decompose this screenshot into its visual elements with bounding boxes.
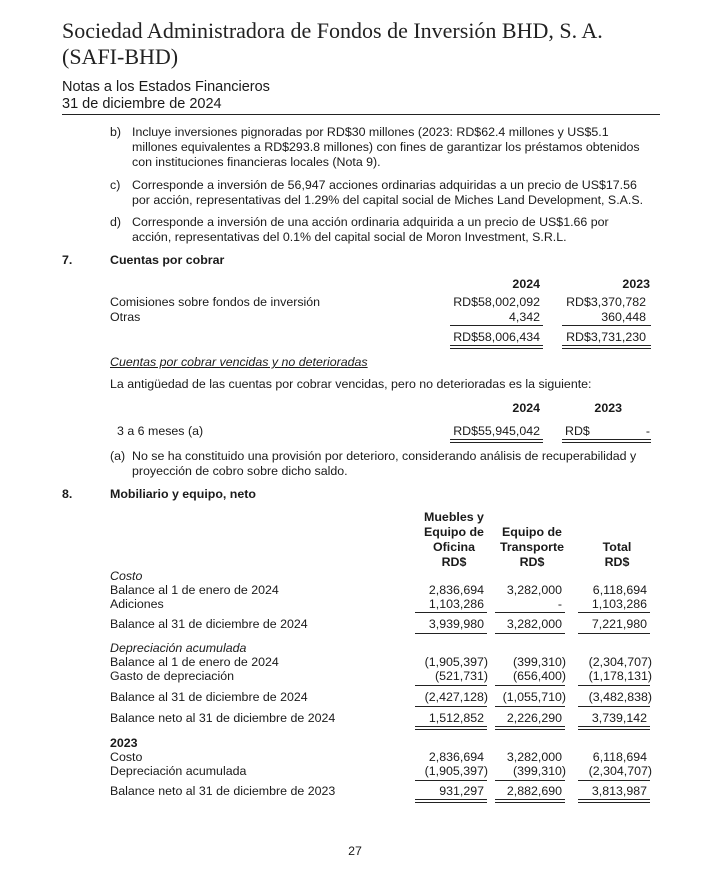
note-line: Corresponde a inversión de una acción ordinaria adquirida a un precio de US$1.66 por: [132, 215, 609, 229]
total-2023: RD$3,731,230: [566, 330, 646, 344]
footnote-label: (a): [110, 449, 126, 463]
page-number: 27: [348, 844, 362, 858]
overdue-intro: La antigüedad de las cuentas por cobrar vencidas, pero no deterioradas es la siguiente:: [110, 377, 592, 391]
value-2023: -: [645, 424, 650, 438]
note-line: Corresponde a inversión de 56,947 acciones ordinarias adquiridas a un precio de US$17.56: [132, 178, 637, 192]
total-2024: RD$58,006,434: [453, 330, 540, 344]
note-line: millones equivalentes a RD$293.8 millones) con fines de garantizar los préstamos obtenidos: [132, 140, 640, 154]
depreciation-heading: Depreciación acumulada: [110, 641, 247, 655]
company-short-name: (SAFI-BHD): [62, 44, 179, 69]
note-line: con instituciones financieras locales (Nota 9).: [132, 155, 381, 169]
section-7-title: Cuentas por cobrar: [110, 253, 225, 267]
year-2023-heading: 2023: [110, 736, 138, 750]
section-8-title: Mobiliario y equipo, neto: [110, 487, 256, 501]
value-2024: RD$58,002,092: [453, 295, 540, 309]
currency-prefix: RD$: [565, 424, 590, 438]
note-label: d): [110, 215, 122, 229]
document-subtitle: Notas a los Estados Financieros: [62, 79, 270, 95]
note-line: por acción, representativas del 1.29% del capital social de Miches Land Development, S.A.S.: [132, 193, 644, 207]
document-date: 31 de diciembre de 2024: [62, 96, 222, 112]
row-label: 3 a 6 meses (a): [117, 424, 204, 438]
note-line: Incluye inversiones pignoradas por RD$30 millones (2023: RD$62.4 millones y US$5.1: [132, 125, 609, 139]
footnote-line: No se ha constituido una provisión por deterioro, considerando análisis de recuperabilidad y: [132, 449, 637, 463]
overdue-subtitle: Cuentas por cobrar vencidas y no deterioradas: [110, 355, 368, 369]
value-2023: 360,448: [601, 310, 646, 324]
section-8-number: 8.: [62, 487, 73, 501]
row-label: Otras: [110, 310, 141, 324]
footnote-line: proyección de cobro sobre dicho saldo.: [132, 464, 348, 478]
col-header-2023: 2023: [594, 401, 622, 415]
value-2024: 4,342: [508, 310, 540, 324]
company-name: Sociedad Administradora de Fondos de Inversión BHD, S. A.: [62, 18, 603, 43]
note-label: b): [110, 125, 122, 139]
col-header-2024: 2024: [512, 401, 540, 415]
row-label: Comisiones sobre fondos de inversión: [110, 295, 321, 309]
note-label: c): [110, 178, 121, 192]
section-7-number: 7.: [62, 253, 73, 267]
cost-heading: Costo: [110, 569, 143, 583]
value-2023: RD$3,370,782: [566, 295, 646, 309]
col-header-2023: 2023: [622, 277, 650, 291]
value-2024: RD$55,945,042: [453, 424, 540, 438]
note-line: acción, representativas del 0.1% del capital social de Moron Investment, S.R.L.: [132, 230, 567, 244]
col-header-2024: 2024: [512, 277, 540, 291]
header-divider: [62, 114, 660, 115]
